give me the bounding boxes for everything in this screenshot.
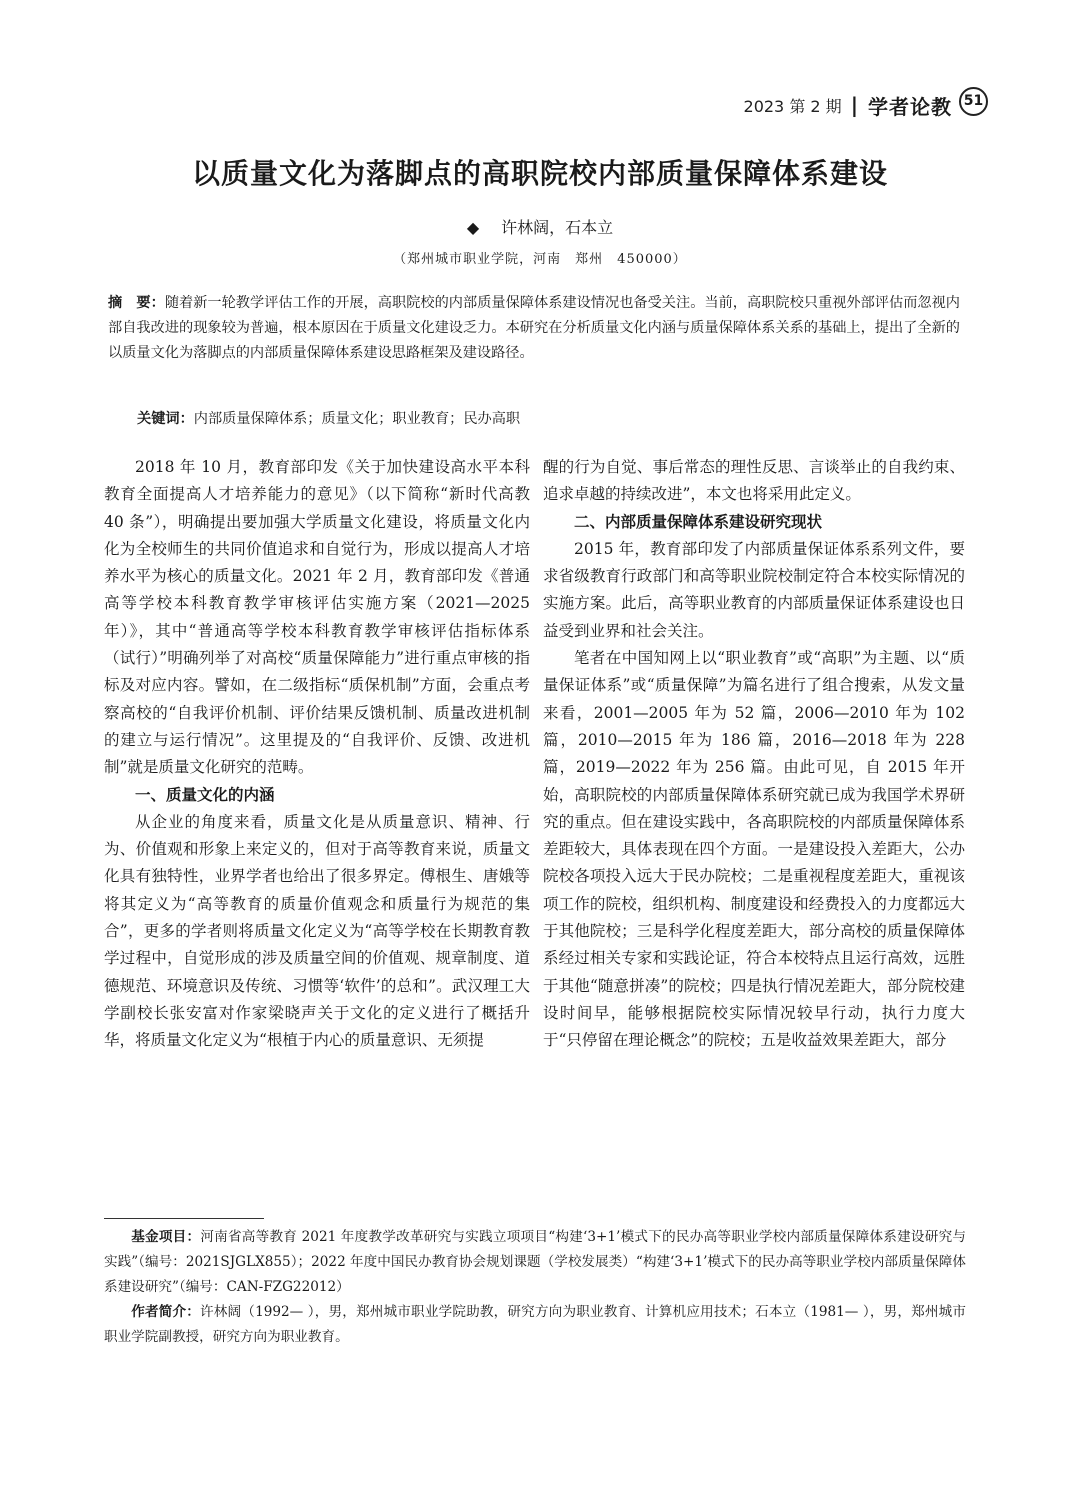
- author-line: [0, 215, 1080, 238]
- keywords: [137, 407, 960, 431]
- article-title: 以质量文化为落脚点的高职院校内部质量保障体系建设: [191, 157, 888, 190]
- paragraph-continued: 醒的行为自觉、事后常态的理性反思、言谈举止的自我约束、追求卓越的持续改进”，本文也将采用此定义。: [543, 458, 965, 504]
- author-bio-text: 许林阔（1992— ），男，郑州城市职业学院助教，研究方向为职业教育、计算机应用技术；石本立（1981— ），男，郑州城市职业学院副教授，研究方向为职业教育。: [104, 1304, 967, 1345]
- section-heading-1: 一、质量文化的内涵: [135, 785, 275, 804]
- abstract-label: 摘 要：: [108, 295, 165, 311]
- paragraph: 从企业的角度来看，质量文化是从质量意识、精神、行为、价值观和形象上来定义的，但对于高等教育来说，质量文化具有独特性，业界学者也给出了很多界定。傅根生、唐娥等将其定义为“高等教育的质量价值观念和质量行为规范的集合”，更多的学者则将质量文化定义为“高等学校在长期教育教学过程中，自觉形成的涉及质量空间的价值观、规章制度、道德规范、环境意识及传统、习惯等‘软件’的总和”。武汉理工大学副校长张安富对作家梁晓声关于文化的定义进行了概括升华，将质量文化定义为“根植于内心的质量意识、无须提: [104, 812, 530, 1050]
- header-separator: |: [850, 93, 858, 117]
- affiliation: （郑州城市职业学院，河南 郑州 450000）: [393, 252, 687, 267]
- page-number: 51: [959, 87, 988, 116]
- diamond-bullet-icon: ◆: [466, 218, 480, 237]
- journal-section-name: 学者论教: [868, 94, 952, 119]
- running-header: [744, 88, 952, 122]
- keywords-label: 关键词：: [137, 411, 194, 427]
- paragraph: 2018 年 10 月，教育部印发《关于加快建设高水平本科教育全面提高人才培养能力的意见》（以下简称“新时代高教 40 条”），明确提出要加强大学质量文化建设，将质量文化内化为全校师生的共同价值追求和自觉行为，形成以提高人才培养水平为核心的质量文化。2021 年 2 月，教育部印发《普通高等学校本科教育教学审核评估实施方案（2021—2025 年）》，其中“普通高等学校本科教育教学审核评估指标体系（试行）”明确列举了对高校“质量保障能力”进行重点审核的指标及对应内容。譬如，在二级指标“质保机制”方面，会重点考察高校的“自我评价机制、评价结果反馈机制、质量改进机制的建立与运行情况”。这里提及的“自我评价、反馈、改进机制”就是质量文化研究的范畴。: [104, 458, 530, 777]
- abstract: [108, 291, 960, 366]
- footnote-divider: [104, 1218, 264, 1219]
- fund-note: [104, 1225, 966, 1300]
- paragraph: 笔者在中国知网上以“职业教育”或“高职”为主题、以“质量保证体系”或“质量保障”为篇名进行了组合搜索，从发文量来看，2001—2005 年为 52 篇，2006—2010 年为 102 篇，2010—2015 年为 186 篇，2016—2018 年为 228 篇，2019—2022 年为 256 篇。由此可见，自 2015 年开始，高职院校的内部质量保障体系研究就已成为我国学术界研究的重点。但在建设实践中，各高职院校的内部质量保障体系差距较大，具体表现在四个方面。一是建设投入差距大，公办院校各项投入远大于民办院校；二是重视程度差距大，重视该项工作的院校，组织机构、制度建设和经费投入的力度都远大于其他院校；三是科学化程度差距大，部分高校的质量保障体系经过相关专家和实践论证，符合本校特点且运行高效，远胜于其他“随意拼凑”的院校；四是执行情况差距大，部分院校建设时间早，能够根据院校实际情况较早行动，执行力度大于“只停留在理论概念”的院校；五是收益效果差距大，部分: [543, 649, 965, 1050]
- footnotes: [104, 1225, 966, 1350]
- section-heading-2: 二、内部质量保障体系建设研究现状: [574, 512, 823, 531]
- fund-label: 基金项目：: [131, 1229, 201, 1245]
- abstract-text: 随着新一轮教学评估工作的开展，高职院校的内部质量保障体系建设情况也备受关注。当前，高职院校只重视外部评估而忽视内部自我改进的现象较为普遍，根本原因在于质量文化建设乏力。本研究在分析质量文化内涵与质量保障体系关系的基础上，提出了全新的以质量文化为落脚点的内部质量保障体系建设思路框架及建设路径。: [108, 295, 960, 361]
- fund-text: 河南省高等教育 2021 年度教学改革研究与实践立项项目“构建‘3+1’模式下的民办高等职业学校内部质量保障体系建设研究与实践”（编号：2021SJGLX855）；2022 年度中国民办教育协会规划课题（学校发展类）“构建‘3+1’模式下的民办高等职业学校内部质量保障体系建设研究”（编号：CAN-FZG22012）: [104, 1229, 967, 1295]
- paragraph: 2015 年，教育部印发了内部质量保证体系系列文件，要求省级教育行政部门和高等职业院校制定符合本校实际情况的实施方案。此后，高等职业教育的内部质量保证体系建设也日益受到业界和社会关注。: [543, 539, 965, 640]
- keywords-text: 内部质量保障体系；质量文化；职业教育；民办高职: [193, 411, 521, 427]
- author-bio-label: 作者简介：: [131, 1304, 201, 1320]
- author-names: 许林阔，石本立: [501, 218, 614, 237]
- issue-label: 2023 第 2 期: [743, 96, 842, 116]
- author-note: [104, 1300, 966, 1350]
- right-column: [543, 454, 965, 1055]
- left-column: [104, 454, 530, 1055]
